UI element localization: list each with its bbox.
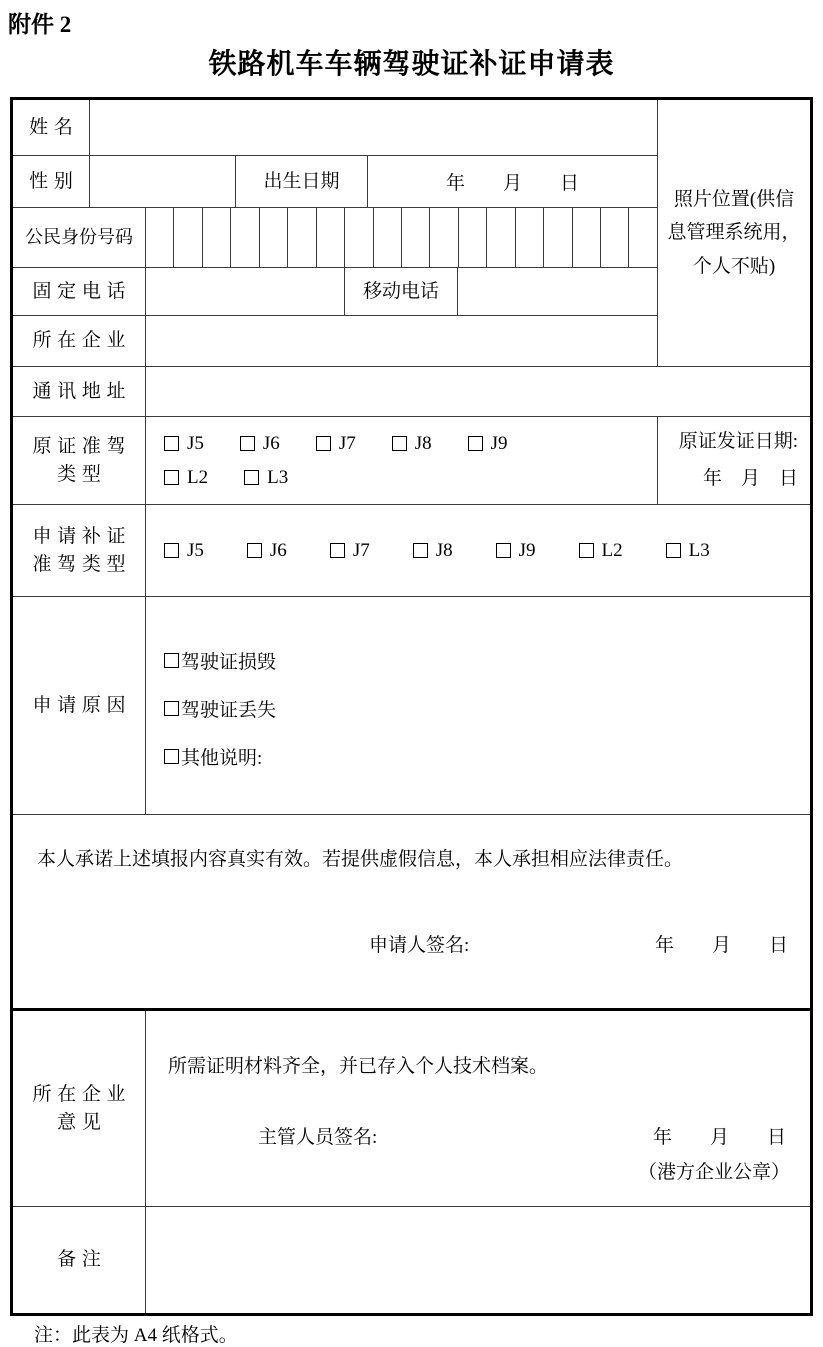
checkbox-option-L2[interactable]	[579, 540, 623, 562]
photo-note-line3: 个人不贴)	[692, 255, 776, 277]
remarks-row	[13, 1207, 810, 1313]
name-input-cell[interactable]	[90, 100, 657, 155]
company-seal-note: （港方企业公章）	[637, 1162, 790, 1183]
fixed-phone-input-cell[interactable]	[146, 268, 345, 315]
application-reason-row	[13, 597, 810, 815]
original-license-issue-date-cell[interactable]	[657, 417, 810, 504]
page-title: 铁路机车车辆驾驶证补证申请表	[208, 49, 615, 80]
checkbox-option-L3[interactable]	[244, 467, 288, 489]
id-number-row	[13, 208, 657, 268]
application-reason-options	[146, 597, 810, 814]
original-license-type-label-line2: 类型	[57, 463, 107, 485]
application-reason-label: 申请原因	[13, 597, 146, 814]
checkbox-square-icon[interactable]	[164, 749, 179, 764]
checkbox-square-icon[interactable]	[164, 653, 179, 668]
id-digit-box[interactable]	[487, 208, 515, 267]
checkbox-option-label: J9	[490, 432, 508, 454]
id-digit-box[interactable]	[288, 208, 316, 267]
company-opinion-label	[13, 1011, 146, 1206]
checkbox-option-其他说明[interactable]	[164, 743, 810, 770]
checkbox-square-icon[interactable]	[579, 543, 594, 558]
photo-note-line2: 息管理系统用，	[667, 222, 801, 244]
checkbox-square-icon[interactable]	[666, 543, 681, 558]
checkbox-option-label: L3	[267, 466, 289, 488]
company-opinion-row	[13, 1011, 810, 1207]
applicant-signature-label[interactable]: 申请人签名:	[369, 934, 470, 956]
declaration-signature-line	[37, 930, 790, 957]
id-digit-box[interactable]	[544, 208, 572, 267]
apply-license-type-row	[13, 505, 810, 597]
checkbox-option-J6[interactable]	[240, 433, 280, 455]
checkbox-option-L2[interactable]	[164, 467, 208, 489]
checkbox-square-icon[interactable]	[164, 543, 179, 558]
company-row	[13, 316, 657, 366]
opinion-date-value[interactable]: 年 月 日	[652, 1127, 786, 1148]
checkbox-option-J6[interactable]	[247, 540, 287, 562]
checkbox-option-label: L2	[601, 539, 623, 561]
original-license-issue-date-value: 年 月 日	[702, 467, 798, 489]
original-license-type-options	[146, 417, 657, 504]
apply-license-type-options	[146, 505, 810, 596]
id-digit-box[interactable]	[430, 208, 458, 267]
address-label: 通讯地址	[13, 367, 146, 416]
id-digit-box[interactable]	[231, 208, 259, 267]
id-digit-box[interactable]	[459, 208, 487, 267]
footer-note: 注：此表为 A4 纸格式。	[34, 1325, 238, 1346]
checkbox-option-label: 驾驶证丢失	[181, 700, 277, 721]
checkbox-option-label: J7	[352, 539, 370, 561]
checkbox-square-icon[interactable]	[468, 436, 483, 451]
checkbox-option-label: J6	[269, 539, 287, 561]
id-digit-box[interactable]	[345, 208, 373, 267]
photo-placeholder-cell	[657, 100, 810, 366]
company-label: 所在企业	[13, 316, 146, 366]
checkbox-square-icon[interactable]	[240, 436, 255, 451]
checkbox-option-label: J9	[518, 539, 536, 561]
id-digit-box[interactable]	[601, 208, 629, 267]
checkbox-square-icon[interactable]	[164, 436, 179, 451]
supervisor-signature-label[interactable]: 主管人员签名:	[258, 1127, 378, 1148]
checkbox-square-icon[interactable]	[164, 470, 179, 485]
address-row	[13, 367, 810, 417]
checkbox-option-label: J5	[187, 432, 204, 454]
checkbox-option-label: J6	[262, 432, 280, 454]
original-license-type-options-line1	[164, 433, 657, 455]
remarks-label: 备注	[13, 1207, 146, 1313]
apply-license-type-label	[13, 505, 146, 596]
checkbox-square-icon[interactable]	[244, 470, 259, 485]
checkbox-square-icon[interactable]	[247, 543, 262, 558]
id-digit-box[interactable]	[317, 208, 345, 267]
photo-note-line1: 照片位置(供信	[673, 189, 795, 211]
original-license-type-options-line2	[164, 467, 657, 489]
checkbox-square-icon[interactable]	[496, 543, 511, 558]
name-row	[13, 100, 657, 156]
remarks-input-cell[interactable]	[146, 1207, 810, 1313]
id-digit-box[interactable]	[146, 208, 174, 267]
checkbox-square-icon[interactable]	[330, 543, 345, 558]
company-input-cell[interactable]	[146, 316, 657, 366]
phone-row	[13, 268, 657, 316]
declaration-date-value[interactable]: 年 月 日	[654, 934, 788, 956]
checkbox-option-J9[interactable]	[496, 540, 536, 562]
gender-birth-row	[13, 156, 657, 208]
id-digit-box[interactable]	[203, 208, 231, 267]
checkbox-option-label: 其他说明:	[181, 748, 263, 769]
original-license-type-row	[13, 417, 810, 505]
checkbox-option-J5[interactable]	[164, 433, 204, 455]
id-digit-box[interactable]	[402, 208, 430, 267]
checkbox-option-label: L3	[688, 539, 710, 561]
checkbox-square-icon[interactable]	[164, 701, 179, 716]
company-opinion-label-line2: 意见	[57, 1111, 107, 1133]
id-digit-box[interactable]	[516, 208, 544, 267]
checkbox-square-icon[interactable]	[413, 543, 428, 558]
id-digit-box[interactable]	[374, 208, 402, 267]
fixed-phone-label: 固定电话	[13, 268, 146, 315]
checkbox-option-label: 驾驶证损毁	[181, 652, 277, 673]
gender-label: 性别	[13, 156, 90, 207]
checkbox-option-label: J7	[338, 432, 356, 454]
checkbox-option-J9[interactable]	[468, 433, 508, 455]
birth-date-label: 出生日期	[236, 156, 368, 207]
application-form-table	[10, 97, 813, 1316]
id-digit-box[interactable]	[174, 208, 202, 267]
apply-license-type-label-line1: 申请补证	[32, 525, 132, 547]
company-opinion-content	[146, 1011, 810, 1206]
checkbox-option-label: J5	[187, 539, 204, 561]
checkbox-option-驾驶证丢失[interactable]	[164, 695, 810, 722]
attachment-label: 附件 2	[8, 12, 72, 37]
declaration-row	[13, 815, 810, 1008]
name-label: 姓名	[13, 100, 90, 155]
checkbox-option-J7[interactable]	[316, 433, 356, 455]
checkbox-square-icon[interactable]	[392, 436, 407, 451]
id-digit-box[interactable]	[260, 208, 288, 267]
checkbox-option-J7[interactable]	[330, 540, 370, 562]
apply-license-type-label-line2: 准驾类型	[32, 553, 132, 575]
id-digit-box[interactable]	[629, 208, 656, 267]
checkbox-option-label: L2	[187, 466, 209, 488]
checkbox-option-J5[interactable]	[164, 540, 204, 562]
id-digit-boxes	[146, 208, 657, 267]
mobile-phone-label: 移动电话	[345, 268, 458, 315]
company-opinion-label-line1: 所在企业	[32, 1083, 132, 1105]
checkbox-option-驾驶证损毁[interactable]	[164, 647, 810, 674]
birth-date-input-cell[interactable]: 年 月 日	[445, 173, 579, 194]
checkbox-square-icon[interactable]	[316, 436, 331, 451]
original-license-issue-date-label: 原证发证日期:	[678, 431, 798, 453]
mobile-phone-input-cell[interactable]	[458, 268, 657, 315]
checkbox-option-label: J8	[435, 539, 453, 561]
checkbox-option-J8[interactable]	[392, 433, 432, 455]
opinion-statement-text: 所需证明材料齐全，并已存入个人技术档案。	[168, 1056, 549, 1077]
id-number-label: 公民身份号码	[13, 208, 146, 267]
gender-input-cell[interactable]	[90, 156, 236, 207]
checkbox-option-J8[interactable]	[413, 540, 453, 562]
original-license-type-label	[13, 417, 146, 504]
original-license-type-label-line1: 原证准驾	[32, 435, 132, 457]
opinion-signature-line	[168, 1122, 790, 1149]
checkbox-option-label: J8	[414, 432, 432, 454]
id-digit-box[interactable]	[573, 208, 601, 267]
personal-info-section	[13, 100, 810, 367]
address-input-cell[interactable]	[146, 367, 810, 416]
checkbox-option-L3[interactable]	[666, 540, 710, 562]
declaration-text: 本人承诺上述填报内容真实有效。若提供虚假信息，本人承担相应法律责任。	[37, 849, 684, 870]
